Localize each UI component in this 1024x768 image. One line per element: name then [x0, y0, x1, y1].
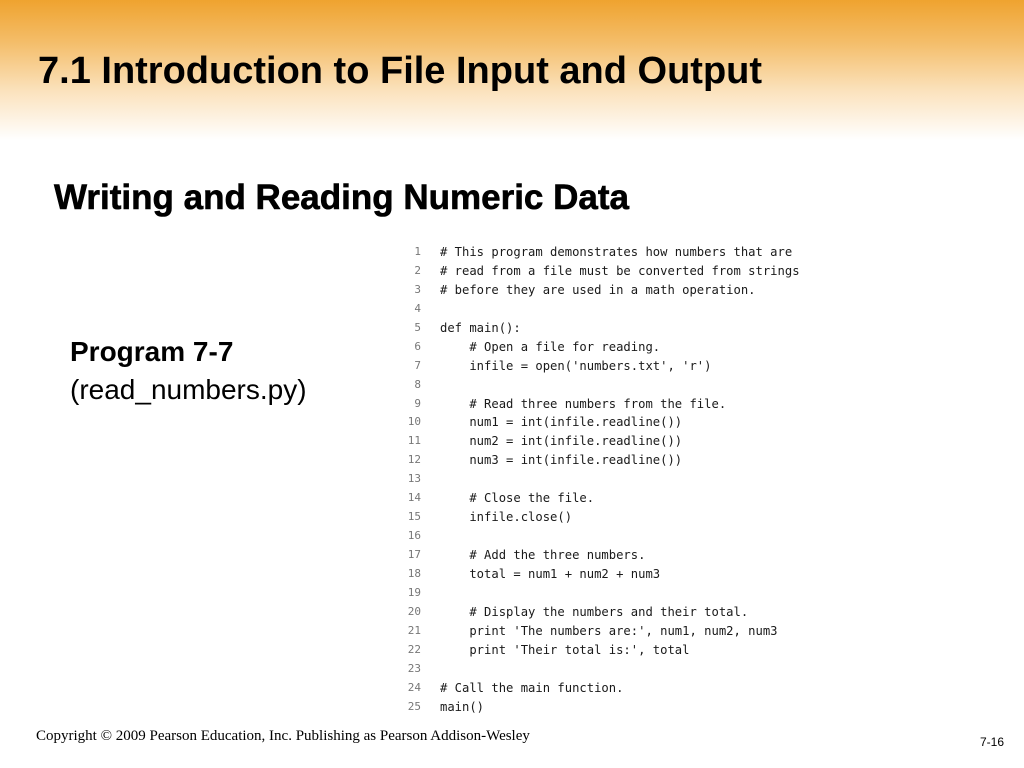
- code-line: [400, 527, 800, 546]
- code-text: # Open a file for reading.: [440, 339, 661, 354]
- code-text: infile = open('numbers.txt', 'r'): [440, 358, 712, 373]
- line-number: 6: [414, 339, 421, 353]
- line-number: 21: [407, 623, 421, 637]
- line-number: 25: [407, 699, 421, 713]
- page-number: 7-16: [979, 735, 1004, 749]
- code-line: [400, 413, 800, 432]
- line-number: 8: [414, 377, 421, 391]
- code-line: [400, 357, 800, 376]
- line-number: 1: [414, 245, 421, 258]
- line-number: 15: [407, 510, 421, 524]
- code-text: def main():: [440, 320, 521, 335]
- line-number: 10: [407, 415, 421, 429]
- code-text: # Add the three numbers.: [440, 548, 646, 562]
- code-line: [400, 281, 800, 300]
- code-line: [400, 641, 800, 660]
- code-text: num3 = int(infile.readline()): [440, 453, 683, 468]
- code-line: [400, 319, 800, 338]
- code-text: print 'Their total is:', total: [440, 642, 690, 657]
- code-line: [400, 603, 800, 622]
- code-line: [400, 300, 800, 319]
- line-number: 12: [407, 453, 421, 467]
- line-number: 4: [414, 301, 421, 315]
- code-line: [400, 660, 800, 679]
- slide-title: 7.1 Introduction to File Input and Output: [38, 50, 763, 92]
- code-line: [400, 546, 800, 565]
- code-text: # Read three numbers from the file.: [440, 396, 727, 411]
- footer-copyright: Copyright © 2009 Pearson Education, Inc. Publishing as Pearson Addison-Wesley: [36, 728, 530, 744]
- slide-subtitle: Writing and Reading Numeric Data: [54, 178, 629, 217]
- line-number: 7: [414, 358, 421, 372]
- line-number: 16: [407, 529, 421, 543]
- code-line: [400, 243, 800, 262]
- line-number: 19: [407, 585, 421, 599]
- line-number: 14: [407, 491, 421, 505]
- code-line: [400, 508, 800, 527]
- line-number: 5: [414, 320, 421, 334]
- code-line: [400, 338, 800, 357]
- line-number: 22: [407, 642, 421, 656]
- code-line: [400, 395, 800, 414]
- code-text: # Close the file.: [440, 491, 595, 506]
- code-listing: [400, 243, 800, 716]
- line-number: 23: [407, 661, 421, 675]
- code-text: # Display the numbers and their total.: [440, 604, 749, 619]
- line-number: 3: [414, 282, 421, 296]
- code-text: infile.close(): [440, 510, 573, 525]
- code-line: [400, 489, 800, 508]
- code-line: [400, 432, 800, 451]
- code-line: [400, 698, 800, 717]
- code-text: # This program demonstrates how numbers that are: [440, 245, 793, 259]
- line-number: 17: [407, 548, 421, 561]
- program-label: [70, 333, 307, 409]
- line-number: 11: [407, 434, 421, 448]
- code-text: num1 = int(infile.readline()): [440, 415, 683, 430]
- code-text: num2 = int(infile.readline()): [440, 434, 683, 449]
- code-text: # read from a file must be converted from strings: [440, 263, 800, 278]
- code-text: # before they are used in a math operation.: [440, 282, 756, 297]
- code-line: [400, 584, 800, 603]
- line-number: 18: [407, 566, 421, 580]
- code-line: [400, 451, 800, 470]
- code-text: # Call the main function.: [440, 680, 624, 695]
- code-line: [400, 679, 800, 698]
- code-line: [400, 376, 800, 395]
- code-text: print 'The numbers are:', num1, num2, num3: [440, 623, 778, 638]
- line-number: 2: [414, 263, 421, 277]
- program-name: Program 7-7: [70, 336, 234, 367]
- code-line: [400, 470, 800, 489]
- code-line: [400, 622, 800, 641]
- line-number: 20: [407, 604, 421, 618]
- program-file: (read_numbers.py): [70, 374, 307, 405]
- line-number: 9: [414, 396, 421, 410]
- code-line: [400, 565, 800, 584]
- line-number: 24: [407, 680, 421, 694]
- code-line: [400, 262, 800, 281]
- line-number: 13: [407, 472, 421, 486]
- code-text: total = num1 + num2 + num3: [440, 566, 661, 581]
- code-text: main(): [440, 699, 485, 714]
